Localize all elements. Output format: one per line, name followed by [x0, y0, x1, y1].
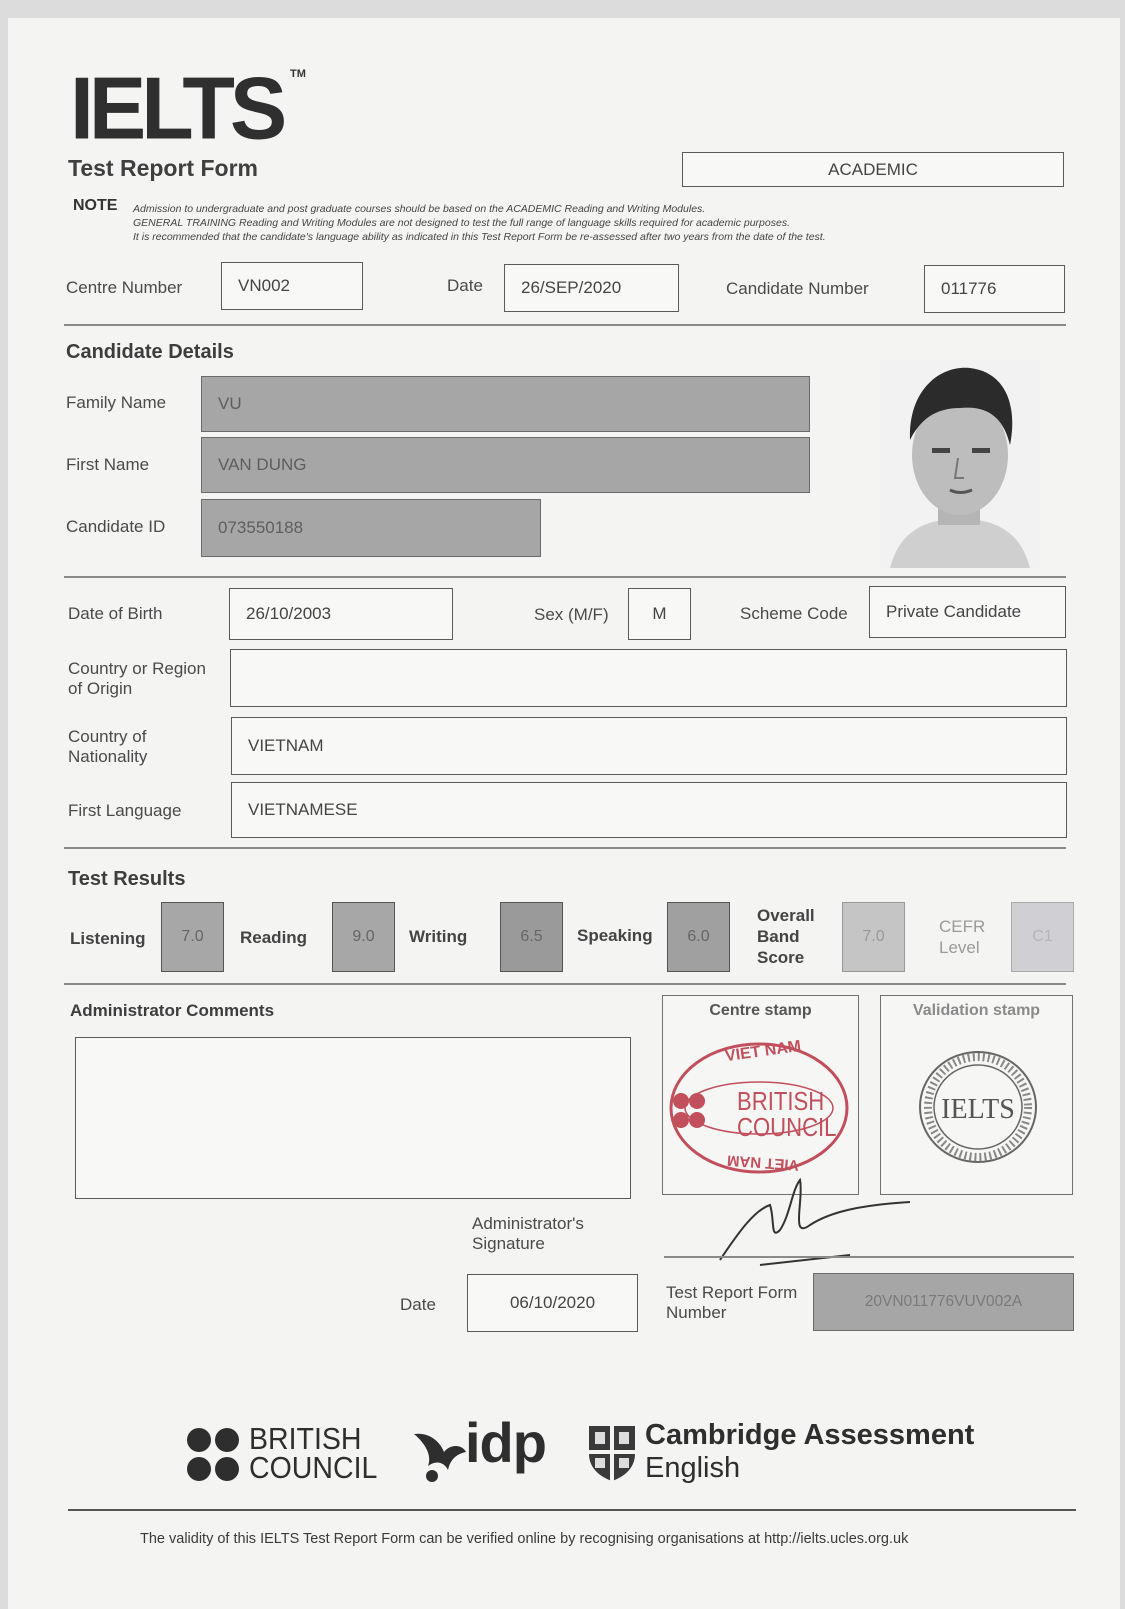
footer-divider	[68, 1509, 1076, 1511]
nationality-label-line-1: Country of	[68, 727, 147, 746]
administrator-signature-label	[472, 1214, 584, 1254]
stamp-top-text: VIET NAM	[724, 1037, 803, 1066]
test-date-value: 26/SEP/2020	[521, 278, 622, 297]
divider	[64, 576, 1066, 578]
speaking-label: Speaking	[577, 926, 653, 945]
administrator-comments-label: Administrator Comments	[70, 1001, 275, 1020]
divider	[64, 847, 1066, 849]
writing-score	[500, 902, 563, 972]
issue-date-value: 06/10/2020	[509, 1293, 596, 1312]
overall-score-value: 7.0	[862, 928, 885, 945]
overall-label-line-1: Overall	[757, 906, 815, 925]
overall-band-label	[757, 905, 815, 968]
nationality-label	[68, 727, 147, 767]
administrator-signature	[700, 1160, 920, 1270]
reading-score-value: 9.0	[352, 928, 375, 945]
first-name-field	[201, 437, 810, 493]
listening-score	[161, 902, 224, 972]
centre-number-field	[221, 262, 363, 310]
stamp-line-1: BRITISH	[737, 1086, 825, 1116]
family-name-label: Family Name	[66, 393, 167, 412]
cefr-level-label	[939, 916, 985, 958]
origin-label-line-2: of Origin	[68, 679, 133, 698]
signature-label-line-2: Signature	[472, 1234, 545, 1253]
listening-score-value: 7.0	[181, 928, 204, 945]
overall-band-score	[842, 902, 905, 972]
trf-number-field	[813, 1273, 1074, 1331]
candidate-number-label: Candidate Number	[726, 279, 869, 298]
issue-date-label: Date	[400, 1295, 436, 1314]
bc-line-1: BRITISH	[249, 1421, 362, 1456]
note-line-1: Admission to undergraduate and post graduate courses should be based on the ACADEMIC Reading and Writing Modules.	[133, 203, 706, 215]
family-name-value: VU	[218, 394, 242, 413]
sex-label: Sex (M/F)	[534, 605, 609, 624]
scheme-code-label: Scheme Code	[740, 604, 848, 623]
writing-label: Writing	[409, 927, 468, 946]
stamp-line-2: COUNCIL	[737, 1112, 837, 1142]
sex-field	[628, 588, 691, 640]
candidate-photo	[880, 360, 1040, 568]
cefr-level-value: C1	[1032, 928, 1053, 945]
first-language-label: First Language	[68, 801, 182, 820]
first-name-value: VAN DUNG	[218, 455, 307, 474]
trademark-mark: TM	[290, 68, 306, 80]
origin-label-line-1: Country or Region	[68, 659, 206, 678]
dob-value: 26/10/2003	[246, 604, 332, 623]
scheme-code-value: Private Candidate	[886, 602, 1022, 621]
administrator-comments-box	[75, 1037, 631, 1199]
british-council-logo-text	[249, 1421, 378, 1485]
trf-number-value: 20VN011776VUV002A	[864, 1293, 1023, 1310]
cambridge-line-1: Cambridge Assessment	[645, 1419, 975, 1451]
dob-label: Date of Birth	[68, 604, 163, 623]
cefr-label-line-1: CEFR	[939, 917, 986, 936]
origin-field	[230, 649, 1067, 707]
module-value: ACADEMIC	[828, 159, 918, 179]
divider	[64, 983, 1066, 985]
candidate-number-field	[924, 265, 1065, 313]
cambridge-line-2: English	[645, 1452, 741, 1484]
note-line-2: GENERAL TRAINING Reading and Writing Modules are not designed to test the full range of language skills required for academic purposes.	[133, 217, 790, 229]
overall-label-line-3: Score	[757, 948, 805, 967]
nationality-label-line-2: Nationality	[68, 747, 148, 766]
trf-number-label	[666, 1283, 797, 1323]
idp-logo-text: idp	[465, 1411, 546, 1474]
first-language-value: VIETNAMESE	[248, 800, 358, 819]
form-title: Test Report Form	[68, 155, 258, 181]
note-line-3: It is recommended that the candidate's language ability as indicated in this Test Report Form be re-assessed after two years from the date of the test.	[133, 231, 826, 243]
validation-seal-text: IELTS	[941, 1094, 1015, 1125]
cefr-level	[1011, 902, 1074, 972]
sex-value: M	[652, 604, 667, 623]
bc-line-2: COUNCIL	[249, 1450, 378, 1485]
first-name-label: First Name	[66, 455, 150, 474]
test-date-field	[504, 264, 679, 312]
trf-label-line-1: Test Report Form	[666, 1283, 798, 1302]
british-council-logo-dots	[185, 1426, 243, 1484]
signature-line	[664, 1256, 1074, 1258]
stamp-bottom-text: VIET NAM	[726, 1151, 800, 1174]
dob-field	[229, 588, 453, 640]
centre-number-value: VN002	[238, 276, 290, 295]
writing-score-value: 6.5	[520, 928, 543, 945]
issue-date-field	[467, 1274, 638, 1332]
candidate-id-field	[201, 499, 541, 557]
origin-label	[68, 659, 206, 699]
overall-label-line-2: Band	[757, 927, 800, 946]
centre-stamp-label: Centre stamp	[709, 1002, 812, 1019]
cefr-label-line-2: Level	[939, 938, 980, 957]
module-box	[682, 152, 1064, 187]
reading-label: Reading	[240, 928, 308, 947]
stamp-org-name	[737, 1088, 836, 1140]
nationality-field	[231, 717, 1067, 775]
note-label: NOTE	[73, 197, 118, 214]
centre-number-label: Centre Number	[66, 278, 183, 297]
candidate-id-label: Candidate ID	[66, 517, 166, 536]
nationality-value: VIETNAM	[248, 736, 324, 755]
idp-logo-mark	[410, 1426, 468, 1484]
family-name-field	[201, 376, 810, 432]
ielts-logo: IELTS	[70, 60, 283, 158]
candidate-details-heading: Candidate Details	[66, 341, 234, 363]
trf-label-line-2: Number	[666, 1303, 727, 1322]
listening-label: Listening	[70, 929, 146, 948]
reading-score	[332, 902, 395, 972]
scheme-code-field	[869, 586, 1066, 638]
test-results-heading: Test Results	[68, 868, 186, 890]
divider	[64, 324, 1066, 326]
speaking-score-value: 6.0	[687, 928, 710, 945]
speaking-score	[667, 902, 730, 972]
date-label: Date	[447, 276, 483, 295]
candidate-number-value: 011776	[941, 279, 997, 298]
validation-stamp-label: Validation stamp	[912, 1002, 1041, 1019]
first-language-field	[231, 782, 1067, 838]
candidate-id-value: 073550188	[218, 518, 304, 537]
cambridge-logo-text	[645, 1419, 974, 1485]
signature-label-line-1: Administrator's	[472, 1214, 584, 1233]
cambridge-shield-icon	[587, 1424, 637, 1482]
validity-statement: The validity of this IELTS Test Report Form can be verified online by recognising organisations at http://ielts.ucles.org.uk	[140, 1531, 909, 1547]
